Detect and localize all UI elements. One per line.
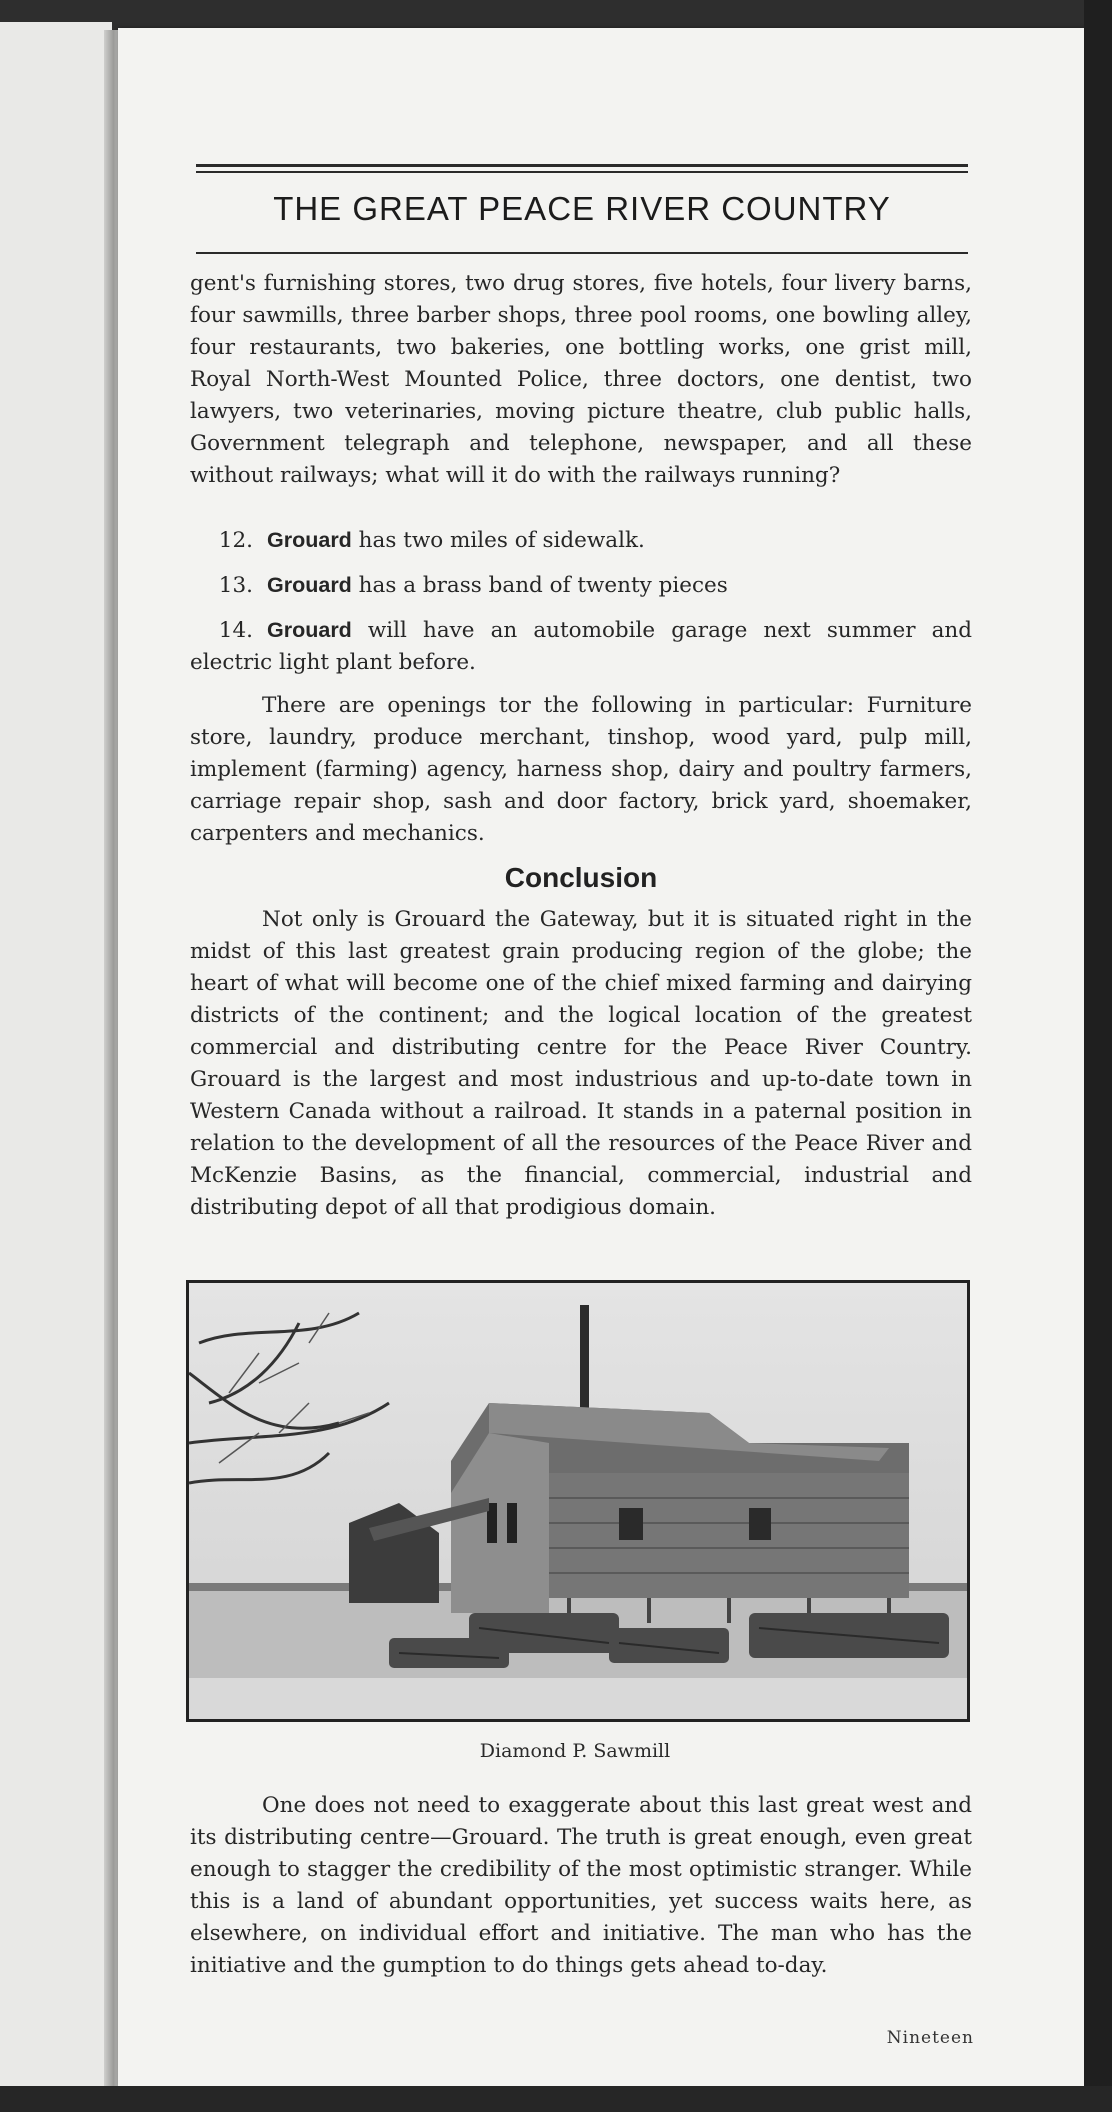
item-subject: Grouard <box>267 573 352 597</box>
scan-background-top <box>0 0 1112 30</box>
openings-paragraph: There are openings tor the following in particular: Furniture store, laundry, produce merchant, tinshop, wood yard, pulp mill, implement (farming) agency, harness shop, dairy and poultry farmers, carriage repair shop, sash and door factory, brick yard, shoemaker, carpenters and mechanics. <box>190 693 972 846</box>
closing-paragraph: One does not need to exaggerate about this last great west and its distributing centre—Grouard. The truth is great enough, even great enough to stagger the credibility of the most optimistic stranger. While this is a land of abundant opportunities, yet success waits here, as elsewhere, on individual effort and initiative. The man who has the initiative and the gumption to do things gets ahead to-day. <box>190 1793 972 1978</box>
list-item <box>190 524 972 557</box>
conclusion-paragraph: Not only is Grouard the Gateway, but it is situated right in the midst of this last greatest grain producing region of the globe; the heart of what will become one of the chief mixed farming and dairying districts of the continent; and the logical location of the greatest commercial and distributing centre for the Peace River Country. Grouard is the largest and most industrious and up-to-date town in Western Canada without a railroad. It stands in a paternal position in relation to the development of all the resources of the Peace River and McKenzie Basins, as the financial, commercial, industrial and distributing depot of all that prodigious domain. <box>190 907 972 1220</box>
item-number: 13. <box>218 573 253 598</box>
item-text: will have an automobile garage next summer and electric light plant before. <box>190 618 972 675</box>
conclusion-heading: Conclusion <box>504 862 658 893</box>
item-subject: Grouard <box>267 618 352 642</box>
item-number: 14. <box>218 618 253 643</box>
running-header <box>196 164 968 260</box>
header-rule-bottom <box>196 252 968 254</box>
facing-page <box>0 22 112 2087</box>
photo-caption: Diamond P. Sawmill <box>479 1740 671 1762</box>
scan-background-bottom <box>0 2086 1112 2112</box>
item-text: has two miles of sidewalk. <box>351 528 645 553</box>
item-text: has a brass band of twenty pieces <box>351 573 728 598</box>
page-title: THE GREAT PEACE RIVER COUNTRY <box>273 190 891 227</box>
item-number: 12. <box>218 528 253 553</box>
sawmill-photo <box>186 1280 970 1722</box>
scan-background-right <box>1084 0 1112 2112</box>
list-item <box>190 614 972 679</box>
header-rule-top-thin <box>196 171 968 173</box>
header-rule-top <box>196 164 968 167</box>
item-subject: Grouard <box>267 528 352 552</box>
page-number: Nineteen <box>886 2028 974 2048</box>
intro-paragraph: gent's furnishing stores, two drug stores, five hotels, four livery barns, four sawmills, three barber shops, three pool rooms, one bowling alley, four restaurants, two bakeries, one bottling works, one grist mill, Royal North-West Mounted Police, three doctors, one dentist, two lawyers, two veterinaries, moving picture theatre, club public halls, Government telegraph and telephone, newspaper, and all these without railways; what will it do with the railways running? <box>190 271 972 488</box>
sawmill-photo-drawing <box>189 1283 967 1719</box>
book-page <box>118 28 1084 2088</box>
list-item <box>190 569 972 602</box>
